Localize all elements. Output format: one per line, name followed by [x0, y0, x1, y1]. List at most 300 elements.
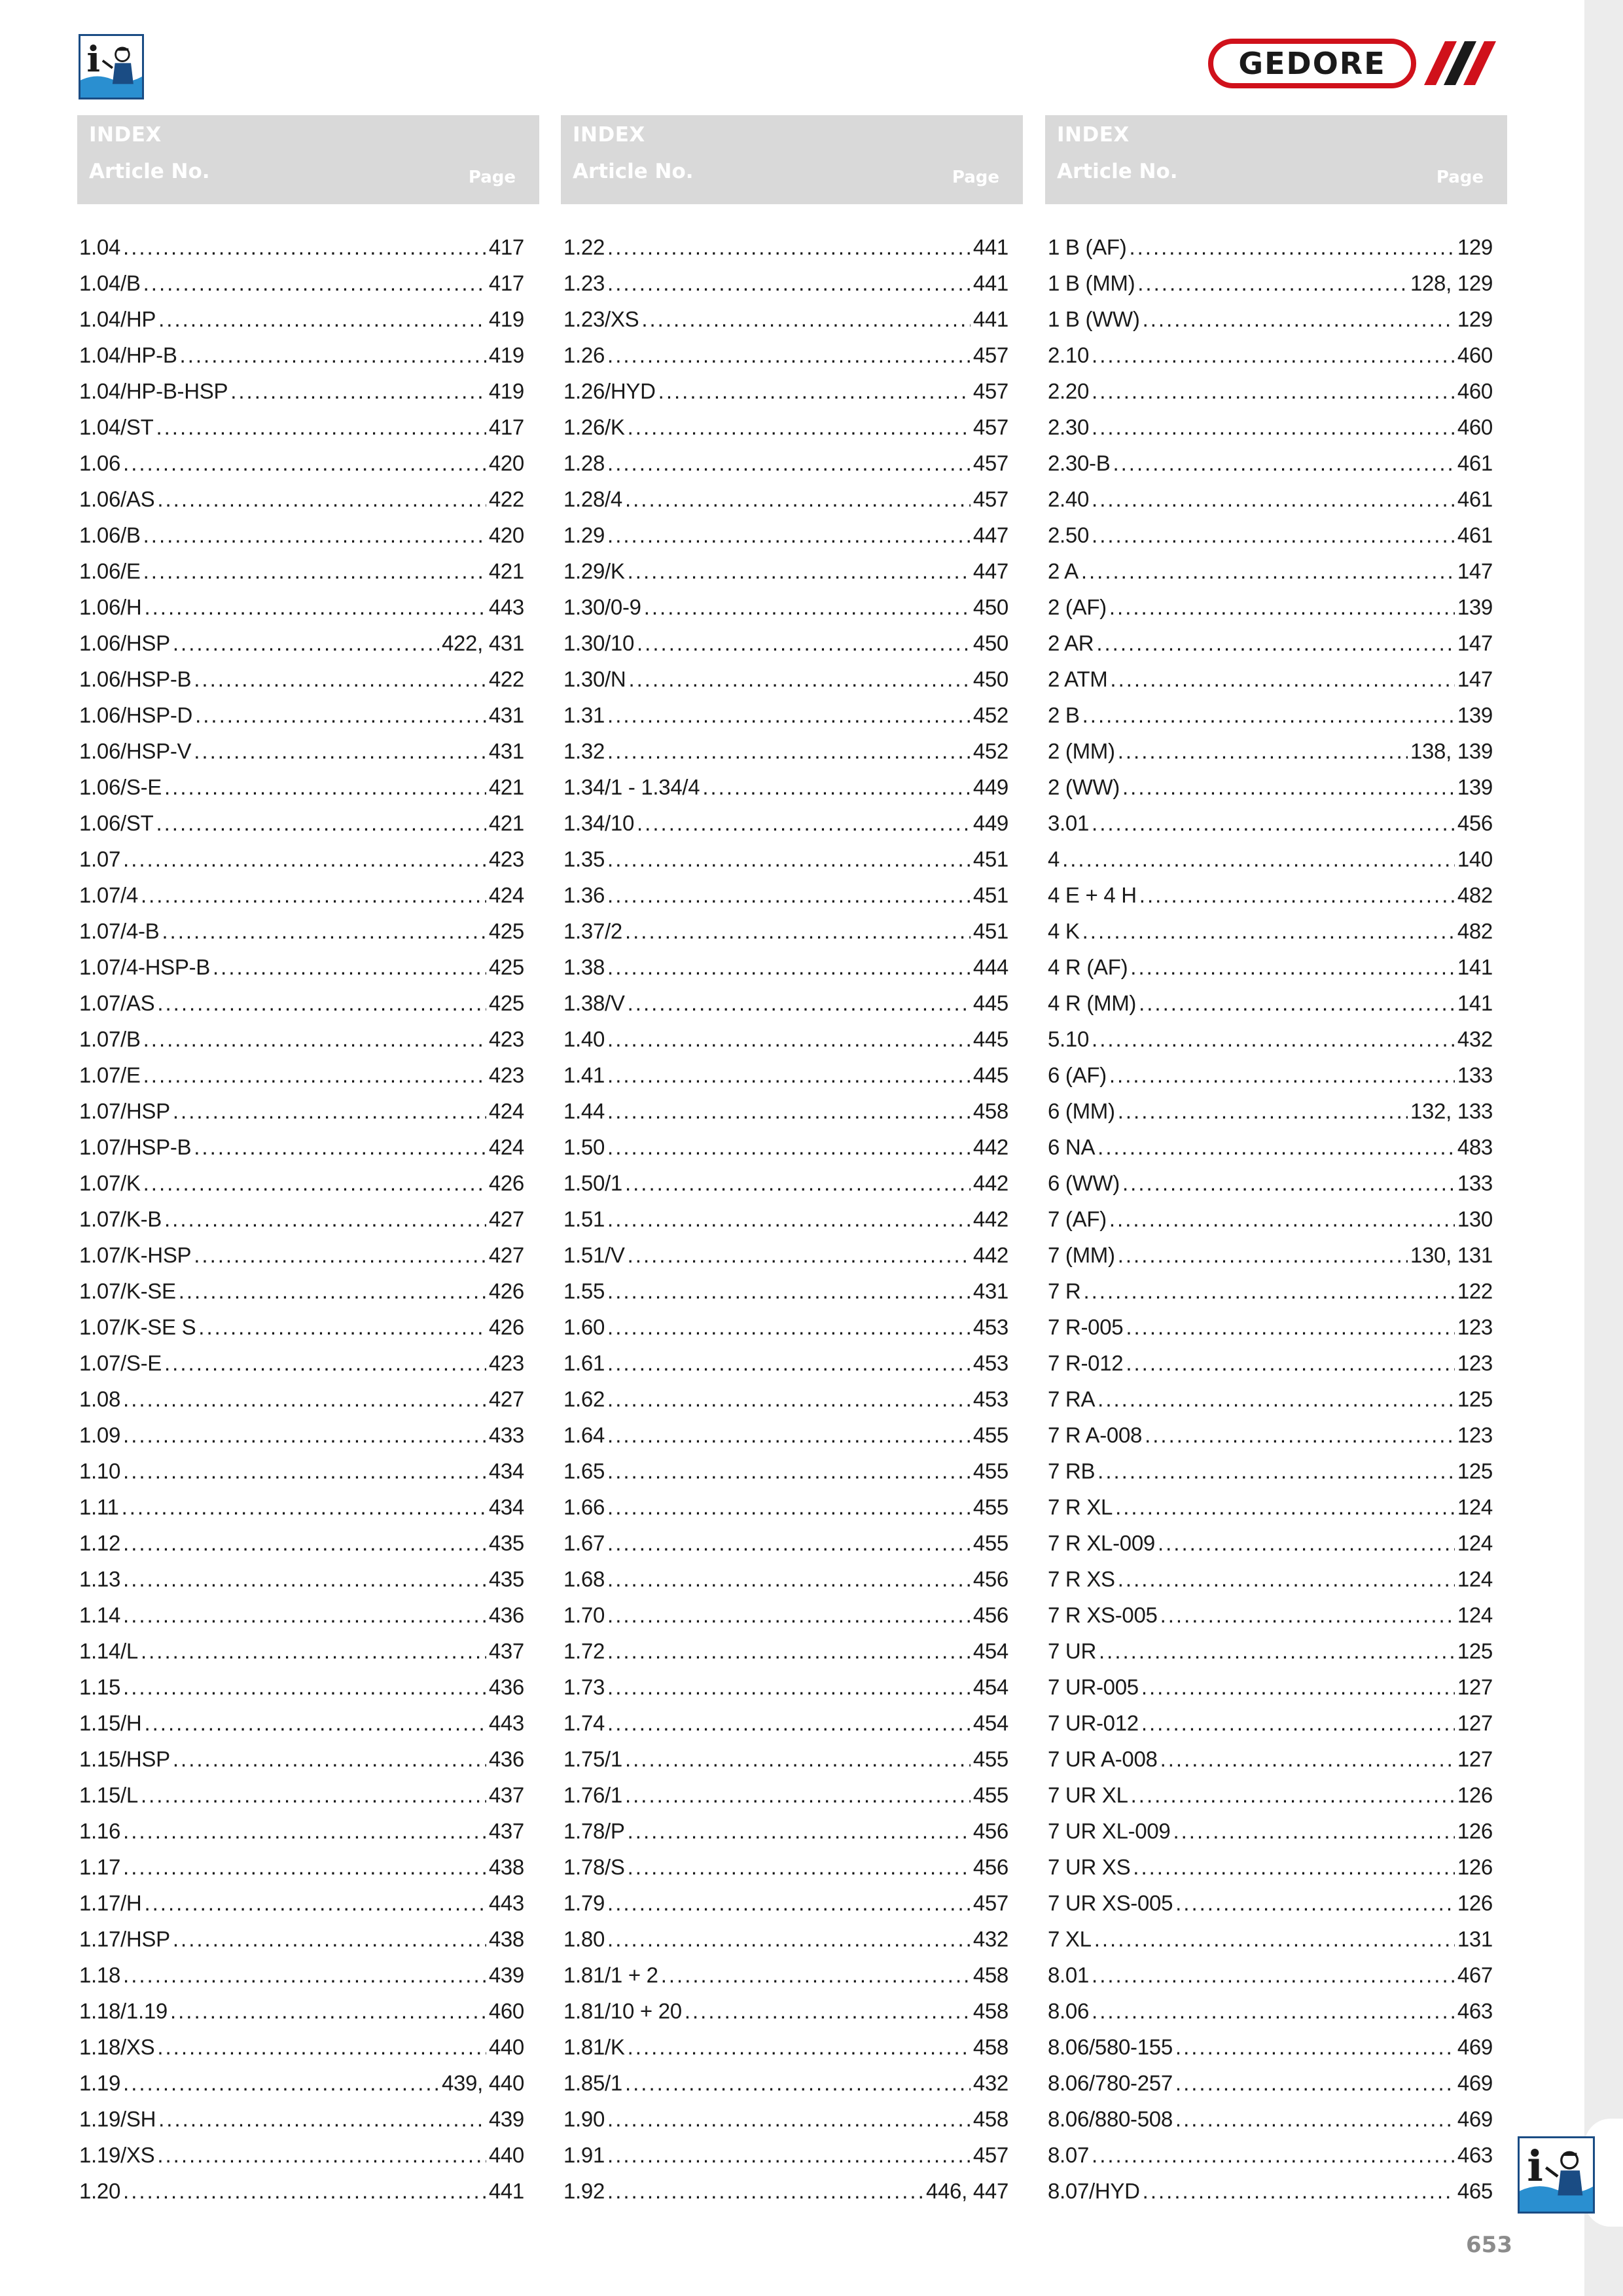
index-row: [79, 1633, 524, 1669]
page-reference: 438: [488, 1927, 524, 1951]
article-number: 7 XL: [1048, 1927, 1092, 1951]
dot-leader: [194, 1237, 486, 1273]
dot-leader: [1175, 1885, 1455, 1921]
article-number: 1.85/1: [563, 2071, 622, 2095]
index-row: [563, 1633, 1008, 1669]
article-number: 1.09: [79, 1423, 121, 1447]
article-number: 1.55: [563, 1279, 605, 1303]
index-row: [563, 733, 1008, 769]
article-number: 1.29/K: [563, 559, 625, 583]
page-reference: 125: [1457, 1387, 1493, 1411]
article-number: 1.66: [563, 1495, 605, 1519]
article-number: 2 ATM: [1048, 667, 1108, 691]
article-number: 2.40: [1048, 487, 1090, 511]
index-row: [79, 1957, 524, 1993]
index-row: [563, 1345, 1008, 1381]
article-number: 1.30/10: [563, 631, 635, 655]
index-row: [563, 1237, 1008, 1273]
dot-leader: [607, 1309, 971, 1345]
page-reference: 460: [1457, 343, 1493, 367]
index-row: [563, 913, 1008, 949]
page-reference: 447: [972, 523, 1008, 547]
page-reference: 452: [972, 703, 1008, 727]
page-reference: 482: [1457, 919, 1493, 943]
index-row: [1048, 589, 1493, 625]
page-reference: 423: [488, 1351, 524, 1375]
logo-text: GEDORE: [1238, 46, 1386, 81]
index-row: [1048, 1381, 1493, 1417]
dot-leader: [1092, 481, 1455, 517]
index-row: [563, 661, 1008, 697]
index-row: [1048, 1201, 1493, 1237]
dot-leader: [607, 337, 971, 373]
page-reference: 147: [1457, 667, 1493, 691]
article-number: 1.07/K-SE S: [79, 1315, 196, 1339]
dot-leader: [628, 661, 970, 697]
page-reference: 141: [1457, 955, 1493, 979]
page-reference: 431: [972, 1279, 1008, 1303]
dot-leader: [164, 1201, 486, 1237]
dot-leader: [644, 589, 971, 625]
page-reference: 435: [488, 1531, 524, 1555]
dot-leader: [213, 949, 486, 985]
dot-leader: [1083, 1273, 1454, 1309]
article-number: 1.18/1.19: [79, 1999, 168, 2023]
dot-leader: [1081, 553, 1455, 589]
article-number: 1.04/HP-B: [79, 343, 177, 367]
article-number: 1.23: [563, 271, 605, 295]
page-reference: 127: [1457, 1711, 1493, 1735]
dot-leader: [625, 1165, 971, 1201]
dot-leader: [1092, 1021, 1455, 1057]
page-reference: 419: [488, 307, 524, 331]
index-row: [79, 2065, 524, 2101]
article-number: 7 R-012: [1048, 1351, 1124, 1375]
dot-leader: [1118, 1093, 1408, 1129]
page-reference: 450: [972, 631, 1008, 655]
dot-leader: [1139, 877, 1455, 913]
page-reference: 460: [1457, 379, 1493, 403]
article-number: 1.15/HSP: [79, 1747, 170, 1771]
article-number: 1.17/H: [79, 1891, 142, 1915]
article-number: 7 UR XS: [1048, 1855, 1131, 1879]
article-number: 1.75/1: [563, 1747, 622, 1771]
article-number: 1.26/HYD: [563, 379, 656, 403]
index-row: [563, 1381, 1008, 1417]
page-reference: 458: [972, 1099, 1008, 1123]
index-row: [563, 1417, 1008, 1453]
article-number: 4 R (AF): [1048, 955, 1128, 979]
page-reference: 122: [1457, 1279, 1493, 1303]
dot-leader: [195, 697, 486, 733]
page-reference: 128, 129: [1410, 271, 1493, 295]
dot-leader: [1175, 2065, 1455, 2101]
article-number: 8.06/880-508: [1048, 2107, 1173, 2131]
page-reference: 129: [1457, 307, 1493, 331]
index-row: [1048, 229, 1493, 265]
page-number: 653: [1466, 2232, 1512, 2258]
index-row: [79, 1237, 524, 1273]
dot-leader: [1130, 949, 1455, 985]
article-number: 1.17: [79, 1855, 121, 1879]
article-number: 1.07/K: [79, 1171, 141, 1195]
page-reference: 124: [1457, 1531, 1493, 1555]
article-number: 2 AR: [1048, 631, 1094, 655]
page-reference: 460: [1457, 415, 1493, 439]
article-number: 8.06/580-155: [1048, 2035, 1173, 2059]
page-reference: 436: [488, 1603, 524, 1627]
dot-leader: [122, 1489, 486, 1525]
page-reference: 127: [1457, 1747, 1493, 1771]
article-number: 1.34/10: [563, 811, 635, 835]
dot-leader: [194, 733, 486, 769]
article-number: 7 R-005: [1048, 1315, 1124, 1339]
dot-leader: [143, 517, 486, 553]
index-title: INDEX: [89, 123, 162, 147]
dot-leader: [143, 1057, 486, 1093]
dot-leader: [607, 1345, 971, 1381]
page-reference: 455: [972, 1747, 1008, 1771]
article-number: 7 UR XL: [1048, 1783, 1128, 1807]
article-number: 1.20: [79, 2179, 121, 2203]
page-reference: 424: [488, 1099, 524, 1123]
article-number: 1.04/B: [79, 271, 141, 295]
index-row: [79, 2137, 524, 2173]
index-column-3: [1048, 229, 1493, 2209]
page-reference: 455: [972, 1459, 1008, 1483]
index-row: [79, 1777, 524, 1813]
page-reference: 126: [1457, 1855, 1493, 1879]
page-reference: 453: [972, 1351, 1008, 1375]
index-row: [1048, 1237, 1493, 1273]
page-reference: 437: [488, 1783, 524, 1807]
index-row: [563, 373, 1008, 409]
dot-leader: [123, 1849, 486, 1885]
index-row: [1048, 1849, 1493, 1885]
index-row: [563, 2065, 1008, 2101]
page-reference: 443: [488, 1711, 524, 1735]
dot-leader: [661, 1957, 971, 1993]
dot-leader: [1092, 373, 1455, 409]
article-number: 7 RB: [1048, 1459, 1096, 1483]
dot-leader: [1131, 1777, 1455, 1813]
dot-leader: [164, 1345, 486, 1381]
dot-leader: [1092, 337, 1455, 373]
dot-leader: [625, 2065, 971, 2101]
dot-leader: [1160, 1597, 1455, 1633]
article-number: 7 UR A-008: [1048, 1747, 1158, 1771]
article-number: 1.07/4-HSP-B: [79, 955, 210, 979]
page-reference: 441: [972, 235, 1008, 259]
article-number: 1.79: [563, 1891, 605, 1915]
dot-leader: [141, 1633, 486, 1669]
dot-leader: [607, 733, 971, 769]
index-row: [79, 1597, 524, 1633]
dot-leader: [685, 1993, 971, 2029]
article-number: 1.60: [563, 1315, 605, 1339]
index-row: [79, 1201, 524, 1237]
page-reference: 441: [972, 307, 1008, 331]
article-number: 1.07/4-B: [79, 919, 160, 943]
page-reference: 417: [488, 235, 524, 259]
index-row: [1048, 1273, 1493, 1309]
page-reference: 456: [972, 1855, 1008, 1879]
index-row: [79, 841, 524, 877]
index-row: [563, 1201, 1008, 1237]
page-reference: 427: [488, 1243, 524, 1267]
index-row: [563, 805, 1008, 841]
dot-leader: [607, 697, 971, 733]
index-row: [563, 1021, 1008, 1057]
index-row: [563, 697, 1008, 733]
page-reference: 125: [1457, 1459, 1493, 1483]
article-number: 1.61: [563, 1351, 605, 1375]
page-reference: 432: [972, 1927, 1008, 1951]
article-number: 6 NA: [1048, 1135, 1096, 1159]
dot-leader: [143, 1021, 486, 1057]
dot-leader: [607, 1381, 971, 1417]
dot-leader: [607, 445, 971, 481]
page-reference: 421: [488, 559, 524, 583]
article-number: 1.90: [563, 2107, 605, 2131]
article-no-label: Article No.: [1057, 160, 1178, 183]
dot-leader: [164, 769, 486, 805]
page-reference: 457: [972, 451, 1008, 475]
dot-leader: [170, 1993, 486, 2029]
index-header-2: [561, 115, 1023, 204]
page-reference: 126: [1457, 1783, 1493, 1807]
page-reference: 458: [972, 1999, 1008, 2023]
article-number: 1.07/AS: [79, 991, 155, 1015]
article-number: 1.14/L: [79, 1639, 138, 1663]
dot-leader: [157, 481, 486, 517]
index-row: [79, 1093, 524, 1129]
dot-leader: [607, 1885, 971, 1921]
index-row: [1048, 1021, 1493, 1057]
page-reference: 140: [1457, 847, 1493, 871]
index-row: [563, 445, 1008, 481]
index-row: [79, 589, 524, 625]
dot-leader: [1173, 1813, 1454, 1849]
article-number: 4 K: [1048, 919, 1080, 943]
page-reference: 420: [488, 451, 524, 475]
page-reference: 147: [1457, 631, 1493, 655]
dot-leader: [1110, 661, 1454, 697]
dot-leader: [158, 2101, 486, 2137]
article-number: 1.12: [79, 1531, 121, 1555]
index-row: [563, 841, 1008, 877]
index-row: [1048, 661, 1493, 697]
page-reference: 442: [972, 1207, 1008, 1231]
dot-leader: [1092, 2137, 1455, 2173]
index-row: [563, 1057, 1008, 1093]
page-reference: 423: [488, 1063, 524, 1087]
index-row: [1048, 1489, 1493, 1525]
dot-leader: [1122, 1165, 1455, 1201]
index-row: [1048, 1525, 1493, 1561]
page-reference: 454: [972, 1675, 1008, 1699]
article-number: 1.26: [563, 343, 605, 367]
article-no-label: Article No.: [89, 160, 210, 183]
article-number: 1.78/P: [563, 1819, 625, 1843]
article-number: 1.19/XS: [79, 2143, 155, 2167]
article-number: 1.38/V: [563, 991, 625, 1015]
index-header-3: [1045, 115, 1507, 204]
article-number: 8.07: [1048, 2143, 1090, 2167]
page-reference: 439: [488, 2107, 524, 2131]
page-reference: 425: [488, 955, 524, 979]
article-number: 6 (MM): [1048, 1099, 1115, 1123]
index-row: [1048, 1309, 1493, 1345]
index-row: [1048, 2173, 1493, 2209]
dot-leader: [1113, 445, 1454, 481]
page-reference: 442: [972, 1171, 1008, 1195]
article-number: 1.26/K: [563, 415, 625, 439]
article-number: 1.04: [79, 235, 121, 259]
index-row: [79, 805, 524, 841]
article-number: 1.76/1: [563, 1783, 622, 1807]
index-row: [79, 1741, 524, 1777]
page-reference: 123: [1457, 1315, 1493, 1339]
dot-leader: [1175, 2029, 1455, 2065]
article-number: 6 (AF): [1048, 1063, 1107, 1087]
page-reference: 457: [972, 1891, 1008, 1915]
dot-leader: [625, 1741, 971, 1777]
article-number: 1.06/E: [79, 559, 141, 583]
index-row: [79, 1165, 524, 1201]
side-margin-strip: [1584, 0, 1623, 2296]
dot-leader: [1092, 1993, 1455, 2029]
index-row: [1048, 1129, 1493, 1165]
article-number: 1.50: [563, 1135, 605, 1159]
page-reference: 461: [1457, 487, 1493, 511]
index-row: [1048, 985, 1493, 1021]
index-row: [563, 1453, 1008, 1489]
dot-leader: [123, 2065, 439, 2101]
article-number: 8.07/HYD: [1048, 2179, 1140, 2203]
article-number: 1.07: [79, 847, 121, 871]
article-number: 7 (AF): [1048, 1207, 1107, 1231]
page-reference: 469: [1457, 2107, 1493, 2131]
page-reference: 456: [972, 1603, 1008, 1627]
index-row: [1048, 301, 1493, 337]
dot-leader: [625, 1777, 971, 1813]
article-number: 1.11: [79, 1495, 119, 1519]
dot-leader: [173, 625, 439, 661]
index-row: [79, 1309, 524, 1345]
dot-leader: [1096, 625, 1454, 661]
article-number: 2 (AF): [1048, 595, 1107, 619]
index-row: [1048, 1453, 1493, 1489]
page-reference: 457: [972, 487, 1008, 511]
article-number: 1.06/AS: [79, 487, 155, 511]
page-reference: 442: [972, 1243, 1008, 1267]
index-row: [563, 625, 1008, 661]
page-reference: 455: [972, 1531, 1008, 1555]
page-reference: 460: [488, 1999, 524, 2023]
dot-leader: [628, 1237, 971, 1273]
dot-leader: [628, 553, 971, 589]
dot-leader: [628, 1813, 971, 1849]
article-number: 1.04/ST: [79, 415, 154, 439]
dot-leader: [1109, 1201, 1455, 1237]
index-row: [79, 1885, 524, 1921]
index-row: [79, 733, 524, 769]
dot-leader: [607, 1453, 971, 1489]
index-row: [563, 1705, 1008, 1741]
dot-leader: [1109, 1057, 1455, 1093]
page-reference: 425: [488, 919, 524, 943]
page-reference: 422: [488, 487, 524, 511]
index-row: [79, 949, 524, 985]
dot-leader: [607, 841, 971, 877]
dot-leader: [143, 553, 486, 589]
page-reference: 124: [1457, 1495, 1493, 1519]
article-number: 1.64: [563, 1423, 605, 1447]
dot-leader: [628, 2029, 971, 2065]
page-reference: 461: [1457, 523, 1493, 547]
index-row: [563, 1129, 1008, 1165]
dot-leader: [607, 229, 971, 265]
index-row: [79, 1561, 524, 1597]
dot-leader: [607, 1021, 971, 1057]
page-reference: 443: [488, 595, 524, 619]
dot-leader: [607, 1921, 971, 1957]
article-number: 1.07/K-HSP: [79, 1243, 192, 1267]
index-row: [563, 769, 1008, 805]
dot-leader: [607, 1273, 971, 1309]
article-number: 1 B (MM): [1048, 271, 1135, 295]
info-icon: [1518, 2136, 1595, 2214]
article-number: 1.19: [79, 2071, 121, 2095]
article-number: 1.15/L: [79, 1783, 138, 1807]
page-reference: 445: [972, 1063, 1008, 1087]
index-row: [563, 1165, 1008, 1201]
page-reference: 438: [488, 1855, 524, 1879]
page-reference: 436: [488, 1675, 524, 1699]
index-row: [79, 301, 524, 337]
dot-leader: [637, 625, 971, 661]
page-reference: 456: [1457, 811, 1493, 835]
index-row: [79, 481, 524, 517]
page-reference: 435: [488, 1567, 524, 1591]
page-reference: 458: [972, 2107, 1008, 2131]
page-reference: 456: [972, 1819, 1008, 1843]
index-row: [1048, 1057, 1493, 1093]
page-reference: 445: [972, 991, 1008, 1015]
page-reference: 452: [972, 739, 1008, 763]
page-reference: 467: [1457, 1963, 1493, 1987]
index-row: [79, 229, 524, 265]
dot-leader: [123, 445, 486, 481]
dot-leader: [607, 1669, 971, 1705]
page-reference: 126: [1457, 1891, 1493, 1915]
page-label: Page: [1436, 168, 1484, 187]
page-reference: 483: [1457, 1135, 1493, 1159]
page-reference: 419: [488, 379, 524, 403]
index-row: [563, 1561, 1008, 1597]
article-number: 1.28: [563, 451, 605, 475]
dot-leader: [123, 1813, 486, 1849]
article-number: 7 UR: [1048, 1639, 1096, 1663]
article-number: 7 UR-012: [1048, 1711, 1139, 1735]
dot-leader: [1097, 1129, 1455, 1165]
dot-leader: [628, 409, 971, 445]
page-reference: 440: [488, 2143, 524, 2167]
page-reference: 457: [972, 379, 1008, 403]
article-number: 1.34/1 - 1.34/4: [563, 775, 700, 799]
index-row: [79, 1057, 524, 1093]
